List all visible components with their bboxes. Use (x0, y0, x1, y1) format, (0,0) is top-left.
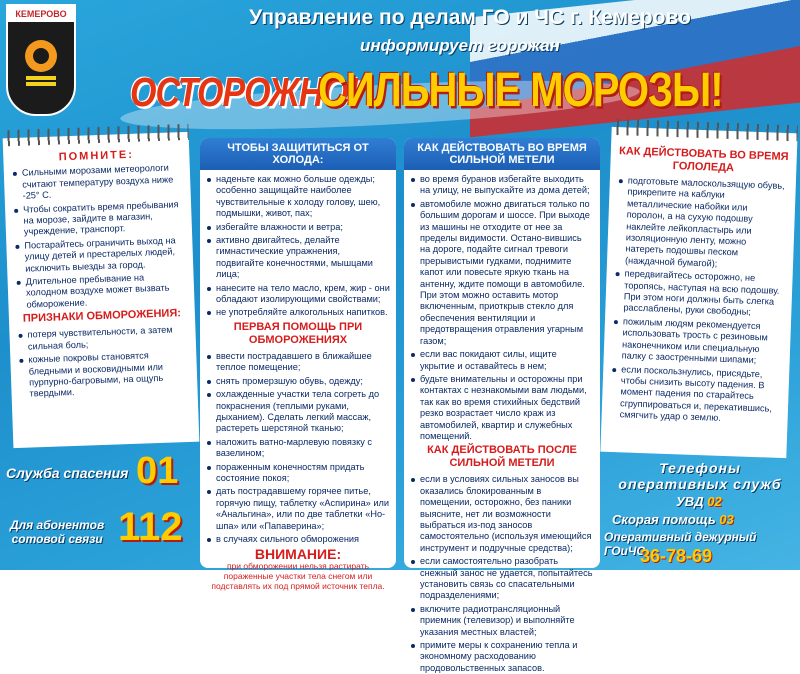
ambulance-number: 03 (719, 512, 734, 527)
mobile-emergency-number: 112 (118, 505, 183, 549)
spiral-binding (611, 119, 797, 141)
blizzard-list (410, 174, 594, 442)
list-item: в случаях сильного обморожения (206, 534, 390, 545)
list-item: снять промерзшую обувь, одежду; (206, 376, 390, 387)
list-item: Чтобы сократить время пребывания на морозе, зайдите в магазин, учреждение, транспорт. (13, 199, 184, 239)
remember-list (12, 163, 187, 312)
page-title: Управление по делам ГО и ЧС г. Кемерово (249, 6, 691, 29)
phones-title-line-1: Телефоны (659, 460, 741, 476)
spiral-binding (2, 124, 188, 146)
city-emblem-logo (6, 4, 76, 116)
police-number: 02 (707, 494, 722, 509)
attention-title: ВНИМАНИЕ: (254, 546, 342, 563)
list-item: включите радиотрансляционный приемник (телевизор) и выполняйте указания местных властей; (410, 604, 594, 638)
protect-title: ЧТОБЫ ЗАЩИТИТЬСЯ ОТ ХОЛОДА: (200, 138, 396, 170)
ice-title: КАК ДЕЙСТВОВАТЬ ВО ВРЕМЯ ГОЛОЛЕДА (618, 145, 789, 175)
list-item: Постарайтесь ограничить выход на улицу детей и престарелых людей, исключить выезды за город. (14, 235, 185, 275)
duty-officer-number: 36-78-69 (640, 546, 713, 566)
phones-title-line-2: оперативных служб (618, 476, 782, 492)
ice-list (609, 175, 787, 426)
mobile-label-line-1: Для абонентов (10, 518, 105, 532)
list-item: Сильными морозами метеорологи считают температуру воздуха ниже -25° С. (12, 163, 183, 203)
protect-panel (200, 138, 396, 591)
list-item: пожилым людям рекомендуется использовать трость с резиновым наконечником или специальную палку с заостренными шипами; (612, 316, 783, 368)
list-item: кожные покровы становятся бледными и восковидными или пурпурно-багровыми, на ощупь твердыми. (18, 349, 189, 401)
warning-frost: СИЛЬНЫЕ МОРОЗЫ! (318, 64, 723, 117)
police-label: УВД (676, 494, 704, 509)
list-item: охлажденные участки тела согреть до покраснения (теплыми руками, дыханием). Сделать легкий массаж, растереть шерстяной тканью; (206, 389, 390, 435)
mobile-subscribers-label (10, 518, 104, 546)
list-item: активно двигайтесь, делайте гимнастические упражнения, подвигайте конечностями, мышцами лица; (206, 235, 390, 281)
duty-officer-label: Оперативный дежурный ГОиЧС (604, 530, 757, 558)
list-item: дать пострадавшему горячее питье, горячую пищу, таблетку «Аспирина» или «Анальгина», или по две таблетки «Но-шпа» или «Папаверина»; (206, 486, 390, 532)
list-item: потеря чувствительности, а затем сильная боль; (17, 324, 188, 353)
list-item: во время буранов избегайте выходить на улицу, не выпускайте из дома детей; (410, 174, 594, 197)
list-item: примите меры к сохранению тепла и экономному расходованию продовольственных запасов. (410, 640, 594, 674)
remember-title: ПОМНИТЕ: (58, 148, 135, 164)
first-aid-list (206, 351, 390, 546)
mobile-label-line-2: сотовой связи (11, 532, 103, 546)
first-aid-title: ПЕРВАЯ ПОМОЩЬ ПРИ ОБМОРОЖЕНИЯХ (233, 320, 363, 346)
ice-panel (600, 127, 797, 458)
list-item: если в условиях сильных заносов вы оказались блокированным в помещении, осторожно, без паники выясните, нет ли возможности выбраться из-под заносов самостоятельно (используя имеющийся инструмент и подручные средства); (410, 474, 594, 554)
list-item: если вас покидают силы, ищите укрытие и оставайтесь в нем; (410, 349, 594, 372)
blizzard-title: КАК ДЕЙСТВОВАТЬ ВО ВРЕМЯ СИЛЬНОЙ МЕТЕЛИ (404, 138, 600, 170)
list-item: избегайте влажности и ветра; (206, 222, 390, 233)
list-item: подготовьте малоскользящую обувь, прикрепите на каблуки металлические набойки или поролон, а на сухую подошву наклейте лейкопластырь или изоляционную ленту, можно натереть подошвы песком (наждачной бумагой); (615, 175, 788, 272)
warning-caution: ОСТОРОЖНО! (130, 70, 359, 116)
list-item: нанесите на тело масло, крем, жир - они обладают изолирующими свойствами; (206, 283, 390, 306)
after-blizzard-title: КАК ДЕЙСТВОВАТЬ ПОСЛЕ СИЛЬНОЙ МЕТЕЛИ (427, 444, 577, 470)
frostbite-signs-title: ПРИЗНАКИ ОБМОРОЖЕНИЯ: (22, 307, 182, 326)
ambulance-label: Скорая помощь (612, 512, 716, 527)
list-item: если самостоятельно разобрать снежный занос не удается, попытайтесь установить связь со спасательными подразделениями; (410, 556, 594, 602)
phones-title (610, 460, 790, 492)
logo-city-name: КЕМЕРОВО (8, 6, 74, 22)
list-item: будьте внимательны и осторожны при контактах с незнакомыми вам людьми, так как во время стихийных бедствий резко возрастает число краж из автомобилей, квартир и служебных помещений. (410, 374, 594, 442)
list-item: не употребляйте алкогольных напитков. (206, 307, 390, 318)
ambulance-phone (612, 512, 734, 527)
police-phone (676, 494, 722, 509)
list-item: передвигайтесь осторожно, не торопясь, наступая на всю подошву. При этом ноги должны быть слегка расслаблены, руки свободны; (613, 268, 784, 320)
protect-list (206, 174, 390, 319)
rescue-service-label: Служба спасения (6, 465, 129, 481)
list-item: ввести пострадавшего в ближайшее теплое помещение; (206, 351, 390, 374)
page-subtitle: информирует горожан (360, 36, 560, 55)
remember-panel (3, 132, 200, 448)
rescue-service-number: 01 (136, 450, 179, 492)
attention-text: при обморожении нельзя растирать пораженные участки тела снегом или подставлять их под прямой источник тепла. (211, 560, 385, 591)
list-item: наложить ватно-марлевую повязку с вазелином; (206, 437, 390, 460)
list-item: если поскользнулись, присядьте, чтобы снизить высоту падения. В момент падения по старайтесь сгруппироваться и, перекатившись, смягчить удар о землю. (609, 363, 781, 426)
list-item: автомобиле можно двигаться только по большим дорогам и шоссе. При выходе из машины не отходите от нее за пределы видимости. Остано-вившись на дороге, подайте сигнал тревоги прерывистыми гудками, поднимите капот или повесьте яркую ткань на антенну, ждите помощи в автомобиле. При этом можно оставить мотор включенным, приоткрыв стекло для обеспечения вентиляции и предотвращения отравления угарным газом; (410, 199, 594, 347)
list-item: Длительное пребывание на холодном воздухе может вызвать обморожение. (15, 271, 186, 311)
frostbite-signs-list (17, 324, 189, 400)
emblem-icon (18, 32, 64, 92)
list-item: наденьте как можно больше одежды; особенно защищайте наиболее чувствительные к холоду голову, шею, подмышки, живот, пах; (206, 174, 390, 220)
after-blizzard-list (410, 474, 594, 674)
list-item: пораженным конечностям придать состояние покоя; (206, 462, 390, 485)
blizzard-panel (404, 138, 600, 673)
